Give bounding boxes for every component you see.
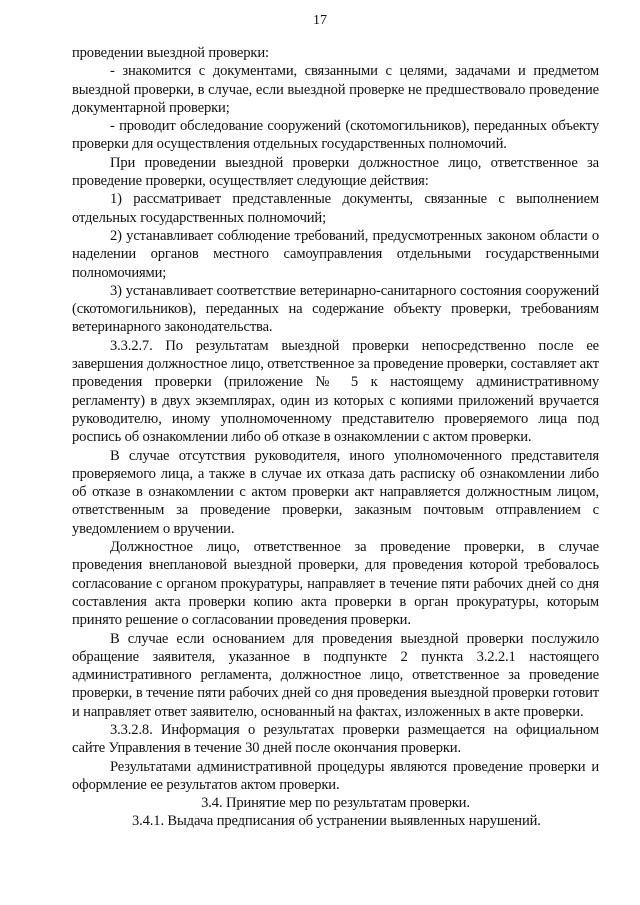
action-item-2: 2) устанавливает соблюдение требований, предусмотренных законом области о наделении органов местного самоуправления отдельными государственными полномочиями; [72, 227, 599, 281]
page-number: 17 [313, 13, 327, 28]
clause-3-3-2-8: 3.3.2.8. Информация о результатах проверки размещается на официальном сайте Управления в течение 30 дней после окончания проверки. [72, 721, 599, 757]
action-item-1: 1) рассматривает представленные документы, связанные с выполнением отдельных государственных полномочий; [72, 191, 599, 226]
paragraph-actions-intro: При проведении выездной проверки должностное лицо, ответственное за проведение проверки, осуществляет следующие действия: [72, 154, 599, 190]
list-item-inspection: - проводит обследование сооружений (скотомогильников), переданных объекту проверки для осуществления отдельных государственных полномочий. [72, 118, 599, 153]
clause-3-3-2-7: 3.3.2.7. По результатам выездной проверки непосредственно после ее завершения должностное лицо, ответственное за проведение проверки, составляет акт проведения проверки (приложение № 5 к настоящему административному регламенту) в двух экземплярах, один из которых с копиями приложений вручается руководителю, иному уполномоченному представителю проверяемого лица под роспись об ознакомлении либо об отказе в ознакомлении с актом проверки. [72, 337, 599, 446]
list-item-documents: - знакомится с документами, связанными с целями, задачами и предметом выездной проверки, в случае, если выездной проверке не предшествовало проведение документарной проверки; [72, 63, 599, 116]
action-item-3: 3) устанавливает соответствие ветеринарно-санитарного состояния сооружений (скотомогильников), переданных на содержание объекту проверки, требованиям ветеринарного законодательства. [72, 282, 599, 336]
paragraph-applicant-response: В случае если основанием для проведения выездной проверки послужило обращение заявителя, указанное в подпункте 2 пункта 3.2.2.1 настоящего административного регламента, должностное лицо, ответственное за проведение проверки, в течение пяти рабочих дней со дня проведения выездной проверки готовит и направляет ответ заявителю, основанный на фактах, изложенных в акте проверки. [72, 630, 599, 720]
paragraph-continuation: проведении выездной проверки: [72, 45, 269, 61]
paragraph-absence-case: В случае отсутствия руководителя, иного уполномоченного представителя проверяемого лица, а также в случае их отказа дать расписку об ознакомлении либо об отказе в ознакомлении с актом проверки акт направляется должностным лицом, ответственным за проведение проверки, заказным почтовым отправлением с уведомлением о вручении. [72, 447, 599, 537]
subsection-heading-3-4-1: 3.4.1. Выдача предписания об устранении выявленных нарушений. [132, 813, 541, 830]
section-heading-3-4: 3.4. Принятие мер по результатам проверки. [201, 795, 470, 812]
paragraph-prosecutor-copy: Должностное лицо, ответственное за проведение проверки, в случае проведения внеплановой выездной проверки, для проведения которой требовалось согласование с органом прокуратуры, направляет в течение пяти рабочих дней со дня составления акта проверки копию акта проверки в орган прокуратуры, которым принято решение о согласовании проведения проверки. [72, 539, 599, 629]
paragraph-procedure-results: Результатами административной процедуры являются проведение проверки и оформление ее результатов актом проверки. [72, 758, 599, 793]
document-body [72, 44, 599, 831]
